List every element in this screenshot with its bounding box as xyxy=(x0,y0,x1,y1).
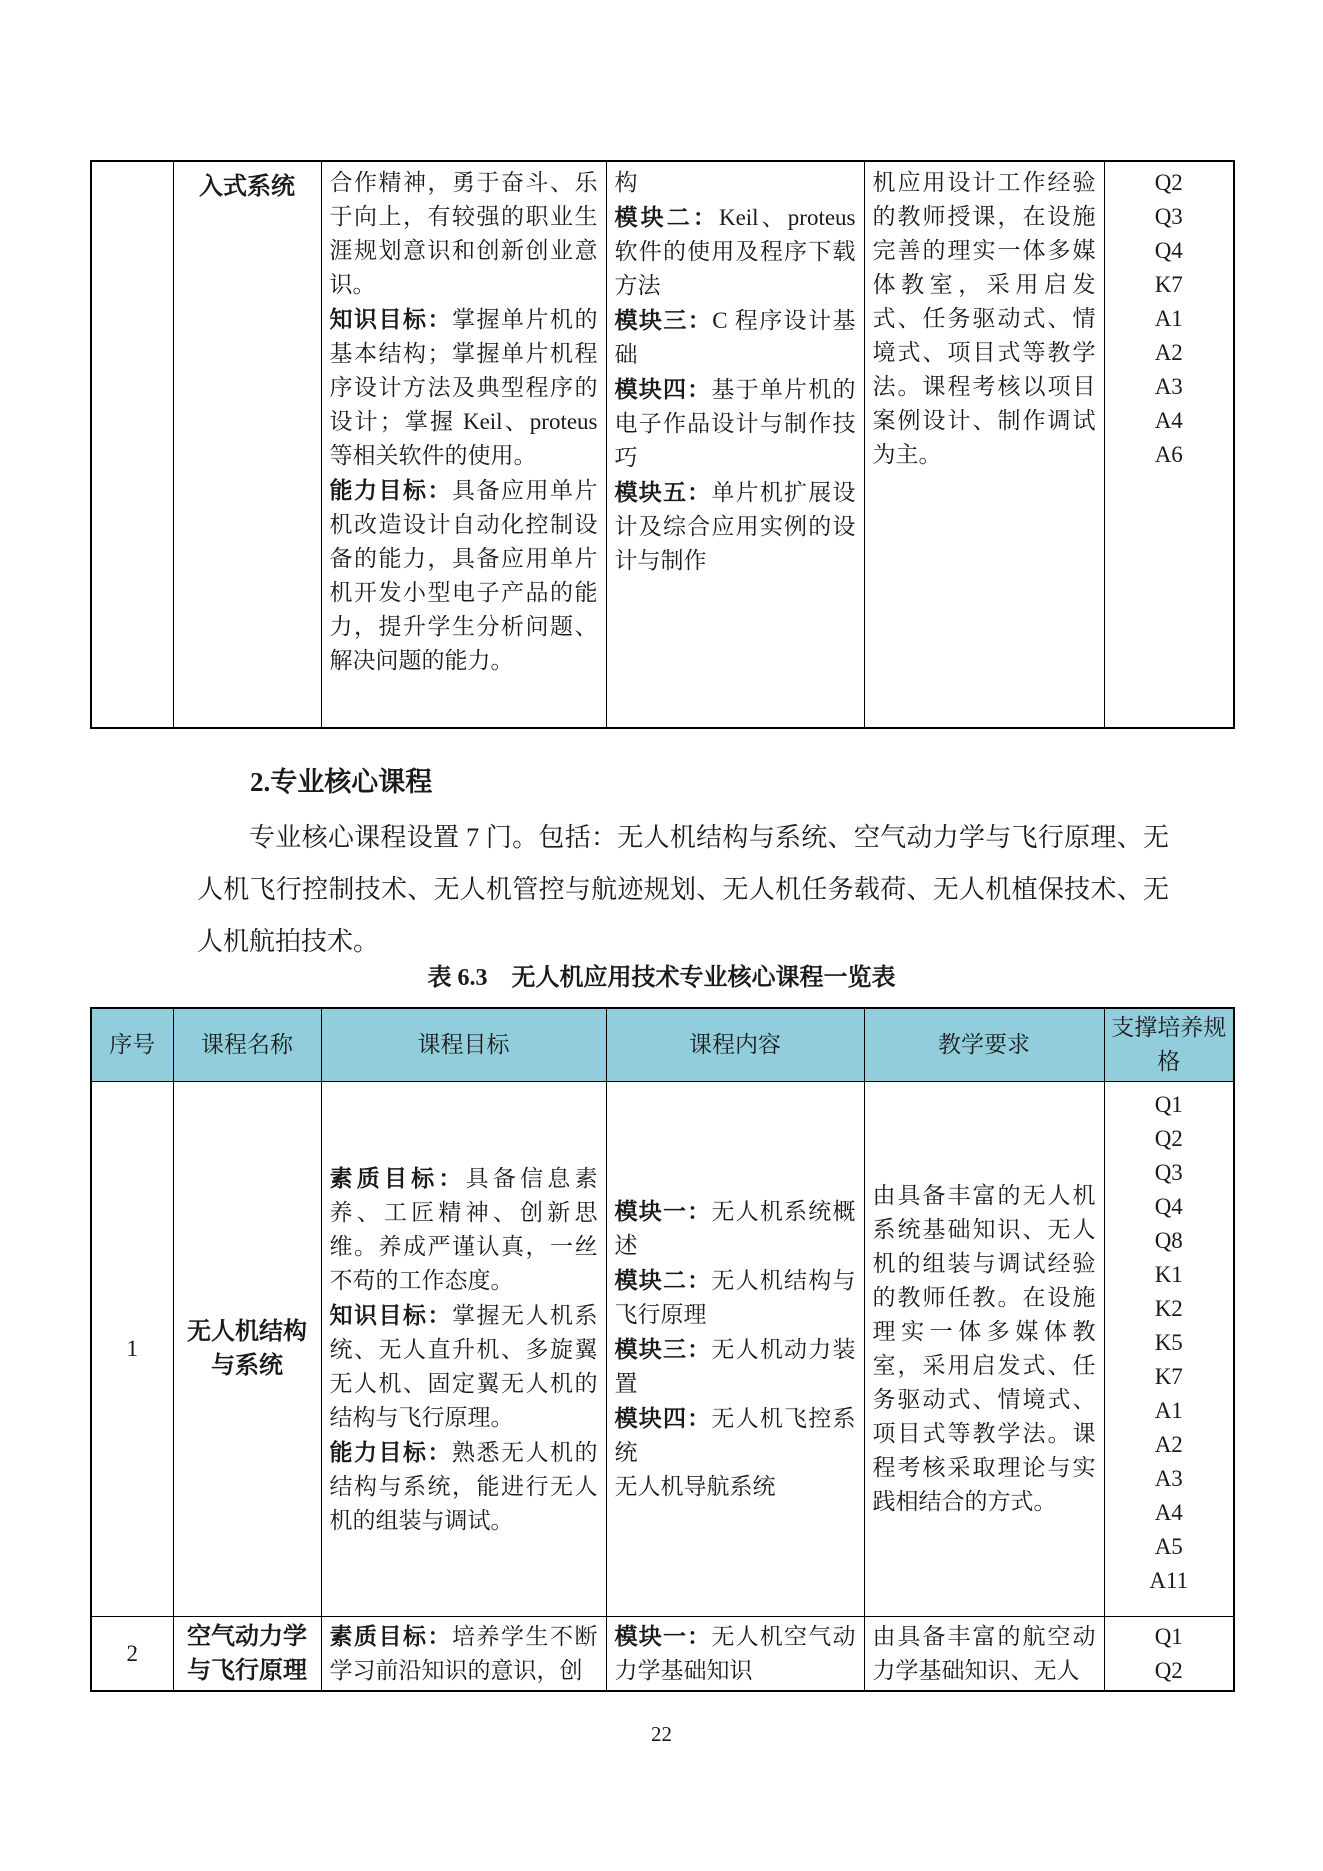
text-run: 模块四：基于单片机的电子作品设计与制作技巧 xyxy=(614,376,856,470)
text-run: 无人机导航系统 xyxy=(614,1474,776,1499)
spec-code: A3 xyxy=(1154,374,1183,399)
teaching-requirements-cell xyxy=(864,161,1104,728)
teaching-requirements-text: 由具备丰富的航空动力学基础知识、无人 xyxy=(872,1623,1096,1683)
text-run: 构 xyxy=(614,170,638,195)
text-run: 知识目标：掌握单片机的基本结构；掌握单片机程序设计方法及典型程序的设计；掌握 Keil、proteus 等相关软件的使用。 xyxy=(329,306,598,468)
spec-codes-cell xyxy=(1104,161,1234,728)
teaching-requirements-cell xyxy=(864,1617,1104,1692)
teaching-requirements-cell xyxy=(864,1082,1104,1617)
spec-code: Q2 xyxy=(1154,170,1183,195)
text-run: 模块五：单片机扩展设计及综合应用实例的设计与制作 xyxy=(614,479,856,573)
section-heading: 2.专业核心课程 xyxy=(250,767,433,797)
text-run: 能力目标：具备应用单片机改造设计自动化控制设备的能力，具备应用单片机开发小型电子产品的能力，提升学生分析问题、解决问题的能力。 xyxy=(329,477,598,673)
spec-code: K7 xyxy=(1154,1364,1183,1389)
spec-code: Q4 xyxy=(1154,238,1183,263)
seq-cell xyxy=(91,161,173,728)
spec-code: K7 xyxy=(1154,272,1183,297)
course-contents-cell xyxy=(606,1082,864,1617)
course-row-1 xyxy=(91,1082,1234,1617)
course-row-continued xyxy=(91,161,1234,728)
text-run: 模块四：无人机飞控系统 xyxy=(614,1405,856,1465)
spec-code: Q2 xyxy=(1154,1657,1183,1683)
spec-codes-cell xyxy=(1104,1617,1234,1692)
spec-code: Q3 xyxy=(1154,204,1183,229)
spec-code: Q8 xyxy=(1154,1228,1183,1253)
spec-code: A4 xyxy=(1154,1500,1183,1525)
text-run: 模块一：无人机空气动力学基础知识 xyxy=(614,1623,856,1683)
intro-paragraph: 专业核心课程设置 7 门。包括：无人机结构与系统、空气动力学与飞行原理、无人机飞行控制技术、无人机管控与航迹规划、无人机任务载荷、无人机植保技术、无人机航拍技术。 xyxy=(197,823,1169,956)
spec-code: A2 xyxy=(1154,1432,1183,1457)
spec-code: A1 xyxy=(1154,1398,1183,1423)
teaching-requirements-text: 机应用设计工作经验的教师授课，在设施完善的理实一体多媒体教室，采用启发式、任务驱动式、情境式、项目式等教学法。课程考核以项目案例设计、制作调试为主。 xyxy=(872,170,1096,467)
spec-codes-cell xyxy=(1104,1082,1234,1617)
spec-code: Q1 xyxy=(1154,1092,1183,1117)
spec-code: A4 xyxy=(1154,408,1183,433)
course-contents-cell xyxy=(606,161,864,728)
text-run: 合作精神，勇于奋斗、乐于向上，有较强的职业生涯规划意识和创新创业意识。 xyxy=(329,170,598,297)
spec-code: Q3 xyxy=(1154,1160,1183,1185)
spec-code: Q4 xyxy=(1154,1194,1183,1219)
header-requirements: 教学要求 xyxy=(864,1008,1104,1082)
text-run: 模块三：无人机动力装置 xyxy=(614,1336,856,1396)
spec-code: K2 xyxy=(1154,1296,1183,1321)
spec-code: K1 xyxy=(1154,1262,1183,1287)
core-course-table xyxy=(90,1007,1235,1692)
spec-code: A2 xyxy=(1154,340,1183,365)
spec-code: K5 xyxy=(1154,1330,1183,1355)
header-objectives: 课程目标 xyxy=(321,1008,606,1082)
continued-course-table xyxy=(90,160,1235,729)
header-seq: 序号 xyxy=(91,1008,173,1082)
text-run: 知识目标：掌握无人机系统、无人直升机、多旋翼无人机、固定翼无人机的结构与飞行原理。 xyxy=(329,1301,598,1430)
course-objectives-cell xyxy=(321,1617,606,1692)
header-row xyxy=(91,1008,1234,1082)
text-run: 模块二：Keil、proteus 软件的使用及程序下载方法 xyxy=(614,204,856,298)
teaching-requirements-text: 由具备丰富的无人机系统基础知识、无人机的组装与调试经验的教师任教。在设施理实一体多媒体教室，采用启发式、任务驱动式、情境式、项目式等教学法。课程考核采取理论与实践相结合的方式。 xyxy=(872,1183,1096,1514)
text-run: 素质目标：培养学生不断学习前沿知识的意识，创 xyxy=(329,1623,598,1683)
text-run: 模块一：无人机系统概述 xyxy=(614,1198,856,1258)
text-run: 素质目标：具备信息素养、工匠精神、创新思维。养成严谨认真，一丝不苟的工作态度。 xyxy=(329,1164,598,1293)
seq-cell: 1 xyxy=(91,1082,173,1617)
course-name-cell: 无人机结构与系统 xyxy=(173,1082,321,1617)
spec-code: Q1 xyxy=(1154,1623,1183,1649)
header-spec: 支撑培养规格 xyxy=(1104,1008,1234,1082)
text-run: 模块三：C 程序设计基础 xyxy=(614,307,856,367)
text-run: 能力目标：熟悉无人机的结构与系统，能进行无人机的组装与调试。 xyxy=(329,1438,598,1533)
spec-code: A6 xyxy=(1154,442,1183,467)
spec-code: A1 xyxy=(1154,306,1183,331)
spec-code: A11 xyxy=(1149,1568,1189,1593)
spec-code: A5 xyxy=(1154,1534,1183,1559)
text-run: 模块二：无人机结构与飞行原理 xyxy=(614,1267,856,1327)
seq-cell: 2 xyxy=(91,1617,173,1692)
header-course-name: 课程名称 xyxy=(173,1008,321,1082)
page-number: 22 xyxy=(651,1722,672,1746)
course-objectives-cell xyxy=(321,161,606,728)
spec-code: Q2 xyxy=(1154,1126,1183,1151)
course-objectives-cell xyxy=(321,1082,606,1617)
spec-code: A3 xyxy=(1154,1466,1183,1491)
course-name-cell: 入式系统 xyxy=(173,161,321,728)
course-contents-cell xyxy=(606,1617,864,1692)
course-name-cell: 空气动力学与飞行原理 xyxy=(173,1617,321,1692)
course-row-2 xyxy=(91,1617,1234,1692)
header-contents: 课程内容 xyxy=(606,1008,864,1082)
table-caption: 表 6.3 无人机应用技术专业核心课程一览表 xyxy=(427,965,896,991)
